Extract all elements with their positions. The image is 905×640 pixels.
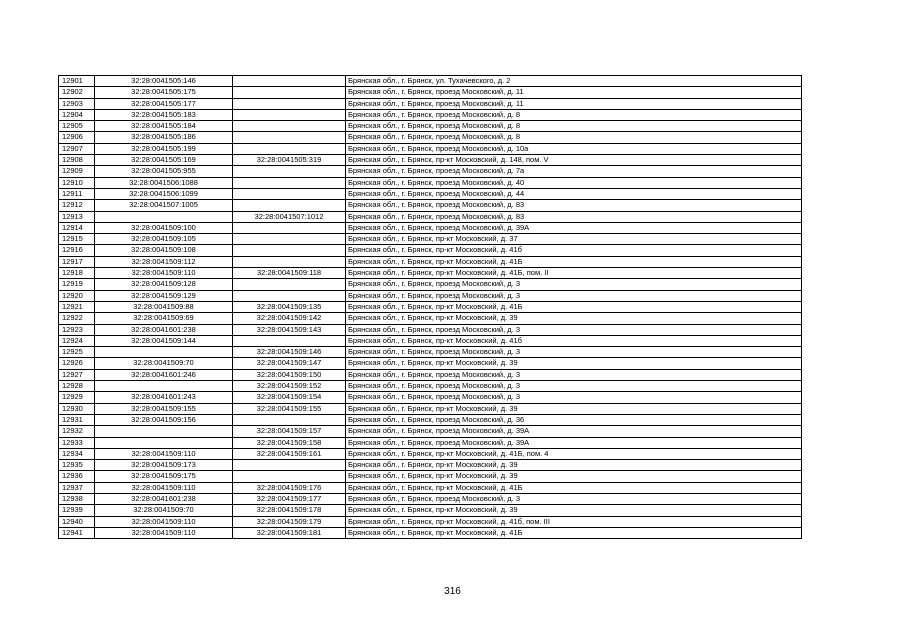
- parcel-cadastral-cell: 32:28:0041509:144: [95, 335, 233, 346]
- row-number-cell: 12917: [59, 256, 95, 267]
- row-number-cell: 12910: [59, 177, 95, 188]
- parcel-cadastral-cell: 32:28:0041509:173: [95, 460, 233, 471]
- table-row: [59, 471, 802, 482]
- address-cell: Брянская обл., г. Брянск, проезд Московский, д. 39А: [346, 437, 802, 448]
- row-number-cell: 12913: [59, 211, 95, 222]
- table-row: [59, 188, 802, 199]
- table-row: [59, 256, 802, 267]
- table-row: [59, 403, 802, 414]
- parcel-cadastral-cell: 32:28:0041505:169: [95, 155, 233, 166]
- address-cell: Брянская обл., г. Брянск, проезд Московский, д. 44: [346, 188, 802, 199]
- object-cadastral-cell: [233, 414, 346, 425]
- row-number-cell: 12906: [59, 132, 95, 143]
- address-cell: Брянская обл., г. Брянск, пр-кт Московский, д. 148, пом. V: [346, 155, 802, 166]
- parcel-cadastral-cell: 32:28:0041506:1099: [95, 188, 233, 199]
- address-cell: Брянская обл., г. Брянск, пр-кт Московский, д. 39: [346, 471, 802, 482]
- parcel-cadastral-cell: 32:28:0041505:183: [95, 109, 233, 120]
- table-row: [59, 290, 802, 301]
- parcel-cadastral-cell: 32:28:0041509:110: [95, 448, 233, 459]
- table-row: [59, 414, 802, 425]
- parcel-cadastral-cell: 32:28:0041509:128: [95, 279, 233, 290]
- object-cadastral-cell: [233, 143, 346, 154]
- address-cell: Брянская обл., г. Брянск, пр-кт Московский, д. 39: [346, 460, 802, 471]
- parcel-cadastral-cell: 32:28:0041506:1088: [95, 177, 233, 188]
- object-cadastral-cell: 32:28:0041509:135: [233, 301, 346, 312]
- parcel-cadastral-cell: 32:28:0041509:175: [95, 471, 233, 482]
- table-row: [59, 493, 802, 504]
- address-cell: Брянская обл., г. Брянск, проезд Московский, д. 83: [346, 211, 802, 222]
- table-row: [59, 358, 802, 369]
- row-number-cell: 12930: [59, 403, 95, 414]
- table-row: [59, 392, 802, 403]
- address-cell: Брянская обл., г. Брянск, пр-кт Московский, д. 41Б: [346, 527, 802, 538]
- parcel-cadastral-cell: 32:28:0041509:108: [95, 245, 233, 256]
- object-cadastral-cell: 32:28:0041509:158: [233, 437, 346, 448]
- address-cell: Брянская обл., г. Брянск, проезд Московский, д. 3: [346, 369, 802, 380]
- parcel-cadastral-cell: 32:28:0041505:175: [95, 87, 233, 98]
- address-cell: Брянская обл., г. Брянск, проезд Московский, д. 3: [346, 347, 802, 358]
- table-row: [59, 460, 802, 471]
- address-cell: Брянская обл., г. Брянск, проезд Московский, д. 36: [346, 414, 802, 425]
- table-row: [59, 211, 802, 222]
- row-number-cell: 12905: [59, 121, 95, 132]
- row-number-cell: 12901: [59, 76, 95, 87]
- row-number-cell: 12923: [59, 324, 95, 335]
- row-number-cell: 12911: [59, 188, 95, 199]
- address-cell: Брянская обл., г. Брянск, проезд Московский, д. 40: [346, 177, 802, 188]
- row-number-cell: 12932: [59, 426, 95, 437]
- object-cadastral-cell: 32:28:0041509:147: [233, 358, 346, 369]
- row-number-cell: 12903: [59, 98, 95, 109]
- table-row: [59, 527, 802, 538]
- address-cell: Брянская обл., г. Брянск, пр-кт Московский, д. 41Б: [346, 301, 802, 312]
- object-cadastral-cell: 32:28:0041509:146: [233, 347, 346, 358]
- parcel-cadastral-cell: 32:28:0041509:100: [95, 222, 233, 233]
- table-body: [59, 76, 802, 539]
- table-row: [59, 234, 802, 245]
- parcel-cadastral-cell: 32:28:0041505:146: [95, 76, 233, 87]
- parcel-cadastral-cell: [95, 211, 233, 222]
- object-cadastral-cell: 32:28:0041509:161: [233, 448, 346, 459]
- row-number-cell: 12940: [59, 516, 95, 527]
- table-row: [59, 347, 802, 358]
- address-cell: Брянская обл., г. Брянск, проезд Московский, д. 3: [346, 392, 802, 403]
- object-cadastral-cell: 32:28:0041505:319: [233, 155, 346, 166]
- object-cadastral-cell: [233, 200, 346, 211]
- parcel-cadastral-cell: 32:28:0041509:105: [95, 234, 233, 245]
- row-number-cell: 12918: [59, 268, 95, 279]
- address-cell: Брянская обл., г. Брянск, проезд Московский, д. 3: [346, 381, 802, 392]
- object-cadastral-cell: [233, 166, 346, 177]
- parcel-cadastral-cell: 32:28:0041509:129: [95, 290, 233, 301]
- address-cell: Брянская обл., г. Брянск, проезд Московский, д. 10а: [346, 143, 802, 154]
- parcel-cadastral-cell: [95, 437, 233, 448]
- table-row: [59, 109, 802, 120]
- address-cell: Брянская обл., г. Брянск, проезд Московский, д. 7а: [346, 166, 802, 177]
- object-cadastral-cell: 32:28:0041507:1012: [233, 211, 346, 222]
- table-row: [59, 482, 802, 493]
- parcel-cadastral-cell: 32:28:0041509:112: [95, 256, 233, 267]
- table-row: [59, 222, 802, 233]
- address-cell: Брянская обл., г. Брянск, пр-кт Московский, д. 41б: [346, 245, 802, 256]
- address-cell: Брянская обл., г. Брянск, проезд Московский, д. 3: [346, 279, 802, 290]
- table-row: [59, 369, 802, 380]
- object-cadastral-cell: [233, 98, 346, 109]
- object-cadastral-cell: [233, 188, 346, 199]
- object-cadastral-cell: 32:28:0041509:177: [233, 493, 346, 504]
- address-cell: Брянская обл., г. Брянск, пр-кт Московский, д. 37: [346, 234, 802, 245]
- address-cell: Брянская обл., г. Брянск, проезд Московский, д. 3: [346, 290, 802, 301]
- parcel-cadastral-cell: 32:28:0041601:243: [95, 392, 233, 403]
- table-row: [59, 335, 802, 346]
- object-cadastral-cell: 32:28:0041509:152: [233, 381, 346, 392]
- parcel-cadastral-cell: 32:28:0041509:110: [95, 482, 233, 493]
- table-row: [59, 279, 802, 290]
- row-number-cell: 12921: [59, 301, 95, 312]
- object-cadastral-cell: [233, 76, 346, 87]
- page-number: 316: [444, 586, 461, 597]
- row-number-cell: 12937: [59, 482, 95, 493]
- table-row: [59, 437, 802, 448]
- parcel-cadastral-cell: 32:28:0041509:110: [95, 527, 233, 538]
- address-cell: Брянская обл., г. Брянск, пр-кт Московский, д. 41Б: [346, 256, 802, 267]
- table-row: [59, 132, 802, 143]
- row-number-cell: 12920: [59, 290, 95, 301]
- table-row: [59, 313, 802, 324]
- row-number-cell: 12908: [59, 155, 95, 166]
- object-cadastral-cell: 32:28:0041509:154: [233, 392, 346, 403]
- cadastral-table: [58, 75, 802, 539]
- parcel-cadastral-cell: 32:28:0041509:70: [95, 358, 233, 369]
- object-cadastral-cell: [233, 471, 346, 482]
- parcel-cadastral-cell: 32:28:0041509:155: [95, 403, 233, 414]
- parcel-cadastral-cell: 32:28:0041509:156: [95, 414, 233, 425]
- object-cadastral-cell: [233, 87, 346, 98]
- row-number-cell: 12916: [59, 245, 95, 256]
- row-number-cell: 12933: [59, 437, 95, 448]
- row-number-cell: 12924: [59, 335, 95, 346]
- parcel-cadastral-cell: 32:28:0041509:110: [95, 516, 233, 527]
- address-cell: Брянская обл., г. Брянск, проезд Московский, д. 11: [346, 98, 802, 109]
- parcel-cadastral-cell: 32:28:0041505:955: [95, 166, 233, 177]
- address-cell: Брянская обл., г. Брянск, проезд Московский, д. 3: [346, 493, 802, 504]
- address-cell: Брянская обл., г. Брянск, проезд Московский, д. 8: [346, 121, 802, 132]
- object-cadastral-cell: [233, 222, 346, 233]
- address-cell: Брянская обл., г. Брянск, проезд Московский, д. 8: [346, 132, 802, 143]
- row-number-cell: 12909: [59, 166, 95, 177]
- address-cell: Брянская обл., г. Брянск, пр-кт Московский, д. 39: [346, 313, 802, 324]
- parcel-cadastral-cell: 32:28:0041505:184: [95, 121, 233, 132]
- parcel-cadastral-cell: 32:28:0041507:1005: [95, 200, 233, 211]
- parcel-cadastral-cell: [95, 347, 233, 358]
- object-cadastral-cell: [233, 290, 346, 301]
- address-cell: Брянская обл., г. Брянск, пр-кт Московский, д. 39: [346, 358, 802, 369]
- parcel-cadastral-cell: 32:28:0041505:186: [95, 132, 233, 143]
- object-cadastral-cell: 32:28:0041509:176: [233, 482, 346, 493]
- row-number-cell: 12936: [59, 471, 95, 482]
- object-cadastral-cell: 32:28:0041509:179: [233, 516, 346, 527]
- address-cell: Брянская обл., г. Брянск, пр-кт Московский, д. 41Б, пом. II: [346, 268, 802, 279]
- table-row: [59, 87, 802, 98]
- object-cadastral-cell: 32:28:0041509:181: [233, 527, 346, 538]
- row-number-cell: 12919: [59, 279, 95, 290]
- object-cadastral-cell: 32:28:0041509:142: [233, 313, 346, 324]
- table-row: [59, 268, 802, 279]
- address-cell: Брянская обл., г. Брянск, пр-кт Московский, д. 39: [346, 403, 802, 414]
- object-cadastral-cell: [233, 132, 346, 143]
- table-row: [59, 505, 802, 516]
- row-number-cell: 12925: [59, 347, 95, 358]
- row-number-cell: 12926: [59, 358, 95, 369]
- row-number-cell: 12922: [59, 313, 95, 324]
- object-cadastral-cell: 32:28:0041509:150: [233, 369, 346, 380]
- address-cell: Брянская обл., г. Брянск, пр-кт Московский, д. 41б, пом. III: [346, 516, 802, 527]
- row-number-cell: 12939: [59, 505, 95, 516]
- row-number-cell: 12929: [59, 392, 95, 403]
- address-cell: Брянская обл., г. Брянск, проезд Московский, д. 3: [346, 324, 802, 335]
- address-cell: Брянская обл., г. Брянск, проезд Московский, д. 8: [346, 109, 802, 120]
- table-row: [59, 516, 802, 527]
- row-number-cell: 12941: [59, 527, 95, 538]
- table-row: [59, 177, 802, 188]
- object-cadastral-cell: [233, 335, 346, 346]
- object-cadastral-cell: 32:28:0041509:143: [233, 324, 346, 335]
- row-number-cell: 12935: [59, 460, 95, 471]
- address-cell: Брянская обл., г. Брянск, пр-кт Московский, д. 41Б: [346, 482, 802, 493]
- address-cell: Брянская обл., г. Брянск, проезд Московский, д. 11: [346, 87, 802, 98]
- parcel-cadastral-cell: 32:28:0041509:69: [95, 313, 233, 324]
- table-row: [59, 121, 802, 132]
- parcel-cadastral-cell: 32:28:0041601:238: [95, 324, 233, 335]
- parcel-cadastral-cell: 32:28:0041601:238: [95, 493, 233, 504]
- object-cadastral-cell: [233, 279, 346, 290]
- parcel-cadastral-cell: [95, 381, 233, 392]
- parcel-cadastral-cell: 32:28:0041509:70: [95, 505, 233, 516]
- row-number-cell: 12902: [59, 87, 95, 98]
- object-cadastral-cell: [233, 460, 346, 471]
- table-row: [59, 166, 802, 177]
- address-cell: Брянская обл., г. Брянск, проезд Московский, д. 83: [346, 200, 802, 211]
- table-row: [59, 381, 802, 392]
- row-number-cell: 12915: [59, 234, 95, 245]
- row-number-cell: 12914: [59, 222, 95, 233]
- parcel-cadastral-cell: 32:28:0041505:177: [95, 98, 233, 109]
- table-row: [59, 324, 802, 335]
- object-cadastral-cell: [233, 109, 346, 120]
- table-row: [59, 245, 802, 256]
- address-cell: Брянская обл., г. Брянск, пр-кт Московский, д. 41Б, пом. 4: [346, 448, 802, 459]
- parcel-cadastral-cell: 32:28:0041509:110: [95, 268, 233, 279]
- object-cadastral-cell: 32:28:0041509:155: [233, 403, 346, 414]
- object-cadastral-cell: [233, 234, 346, 245]
- row-number-cell: 12928: [59, 381, 95, 392]
- address-cell: Брянская обл., г. Брянск, пр-кт Московский, д. 41б: [346, 335, 802, 346]
- object-cadastral-cell: [233, 121, 346, 132]
- object-cadastral-cell: [233, 256, 346, 267]
- table-row: [59, 301, 802, 312]
- parcel-cadastral-cell: 32:28:0041509:88: [95, 301, 233, 312]
- table-row: [59, 426, 802, 437]
- table-row: [59, 76, 802, 87]
- object-cadastral-cell: 32:28:0041509:178: [233, 505, 346, 516]
- table-row: [59, 200, 802, 211]
- row-number-cell: 12904: [59, 109, 95, 120]
- parcel-cadastral-cell: [95, 426, 233, 437]
- address-cell: Брянская обл., г. Брянск, ул. Тухачевского, д. 2: [346, 76, 802, 87]
- parcel-cadastral-cell: 32:28:0041601:246: [95, 369, 233, 380]
- row-number-cell: 12934: [59, 448, 95, 459]
- object-cadastral-cell: 32:28:0041509:157: [233, 426, 346, 437]
- table-row: [59, 448, 802, 459]
- object-cadastral-cell: 32:28:0041509:118: [233, 268, 346, 279]
- row-number-cell: 12907: [59, 143, 95, 154]
- address-cell: Брянская обл., г. Брянск, проезд Московский, д. 39А: [346, 222, 802, 233]
- row-number-cell: 12912: [59, 200, 95, 211]
- row-number-cell: 12938: [59, 493, 95, 504]
- object-cadastral-cell: [233, 177, 346, 188]
- table-row: [59, 143, 802, 154]
- table-row: [59, 155, 802, 166]
- address-cell: Брянская обл., г. Брянск, проезд Московский, д. 39А: [346, 426, 802, 437]
- parcel-cadastral-cell: 32:28:0041505:199: [95, 143, 233, 154]
- row-number-cell: 12931: [59, 414, 95, 425]
- object-cadastral-cell: [233, 245, 346, 256]
- row-number-cell: 12927: [59, 369, 95, 380]
- address-cell: Брянская обл., г. Брянск, пр-кт Московский, д. 39: [346, 505, 802, 516]
- table-row: [59, 98, 802, 109]
